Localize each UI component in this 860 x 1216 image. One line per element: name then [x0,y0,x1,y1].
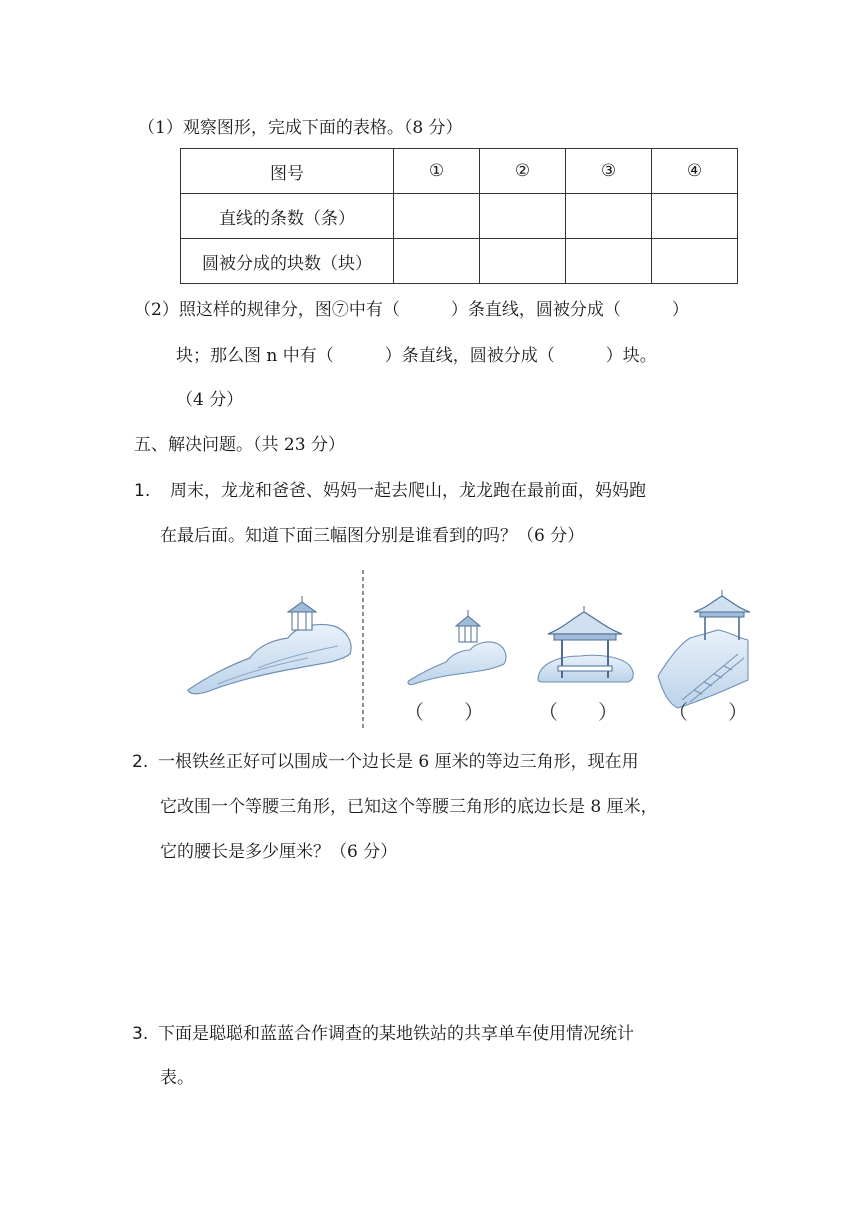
q1-line2: 在最后面。知道下面三幅图分别是谁看到的吗？（6 分） [160,526,585,546]
section5-title: 五、解决问题。（共 23 分） [134,435,345,455]
figure-3-header: ③ [566,149,652,194]
reference-mountain-image [188,596,351,694]
lines-cell-2[interactable] [480,194,566,239]
pavilion-icon [456,610,480,642]
part2-line1: （2）照这样的规律分，图⑦中有（ ）条直线，圆被分成（ ） [134,300,689,320]
figure-2-header: ② [480,149,566,194]
q1-number: 1. [134,481,151,501]
q1-line1: 周末，龙龙和爸爸、妈妈一起去爬山，龙龙跑在最前面，妈妈跑 [170,481,646,501]
pieces-cell-1[interactable] [394,239,480,284]
q3-line2: 表。 [160,1068,194,1088]
q2-number: 2. [132,752,149,772]
view-c-image [658,590,750,708]
q3-number: 3. [132,1024,149,1044]
pieces-cell-2[interactable] [480,239,566,284]
table-row [181,239,738,284]
q2-line1: 一根铁丝正好可以围成一个边长是 6 厘米的等边三角形，现在用 [158,752,639,772]
pieces-cell-4[interactable] [652,239,738,284]
row-pieces-label: 圆被分成的块数（块） [181,239,394,284]
answer-blank-view-c[interactable]: （ ） [668,700,748,724]
table-header-label: 图号 [181,149,394,194]
lines-cell-4[interactable] [652,194,738,239]
view-a-image [408,610,506,685]
figure-4-header: ④ [652,149,738,194]
q2-line3: 它的腰长是多少厘米？（6 分） [160,842,398,862]
pieces-cell-3[interactable] [566,239,652,284]
q2-line2: 它改围一个等腰三角形，已知这个等腰三角形的底边长是 8 厘米， [160,797,658,817]
lines-cell-1[interactable] [394,194,480,239]
table-row [181,194,738,239]
row-lines-label: 直线的条数（条） [181,194,394,239]
part2-line3: （4 分） [176,390,244,410]
part2-line2: 块；那么图 n 中有（ ）条直线，圆被分成（ ）块。 [176,346,657,366]
table-row [181,149,738,194]
answer-blank-view-a[interactable]: （ ） [404,700,484,724]
part1-title: （1）观察图形，完成下面的表格。（8 分） [138,118,463,138]
pavilion-icon [548,606,622,678]
answer-blank-view-b[interactable]: （ ） [538,700,618,724]
lines-cell-3[interactable] [566,194,652,239]
view-b-image [538,606,633,682]
observation-table [180,148,738,284]
figure-1-header: ① [394,149,480,194]
q3-line1: 下面是聪聪和蓝蓝合作调查的某地铁站的共享单车使用情况统计 [158,1024,634,1044]
pavilion-icon [288,596,316,630]
